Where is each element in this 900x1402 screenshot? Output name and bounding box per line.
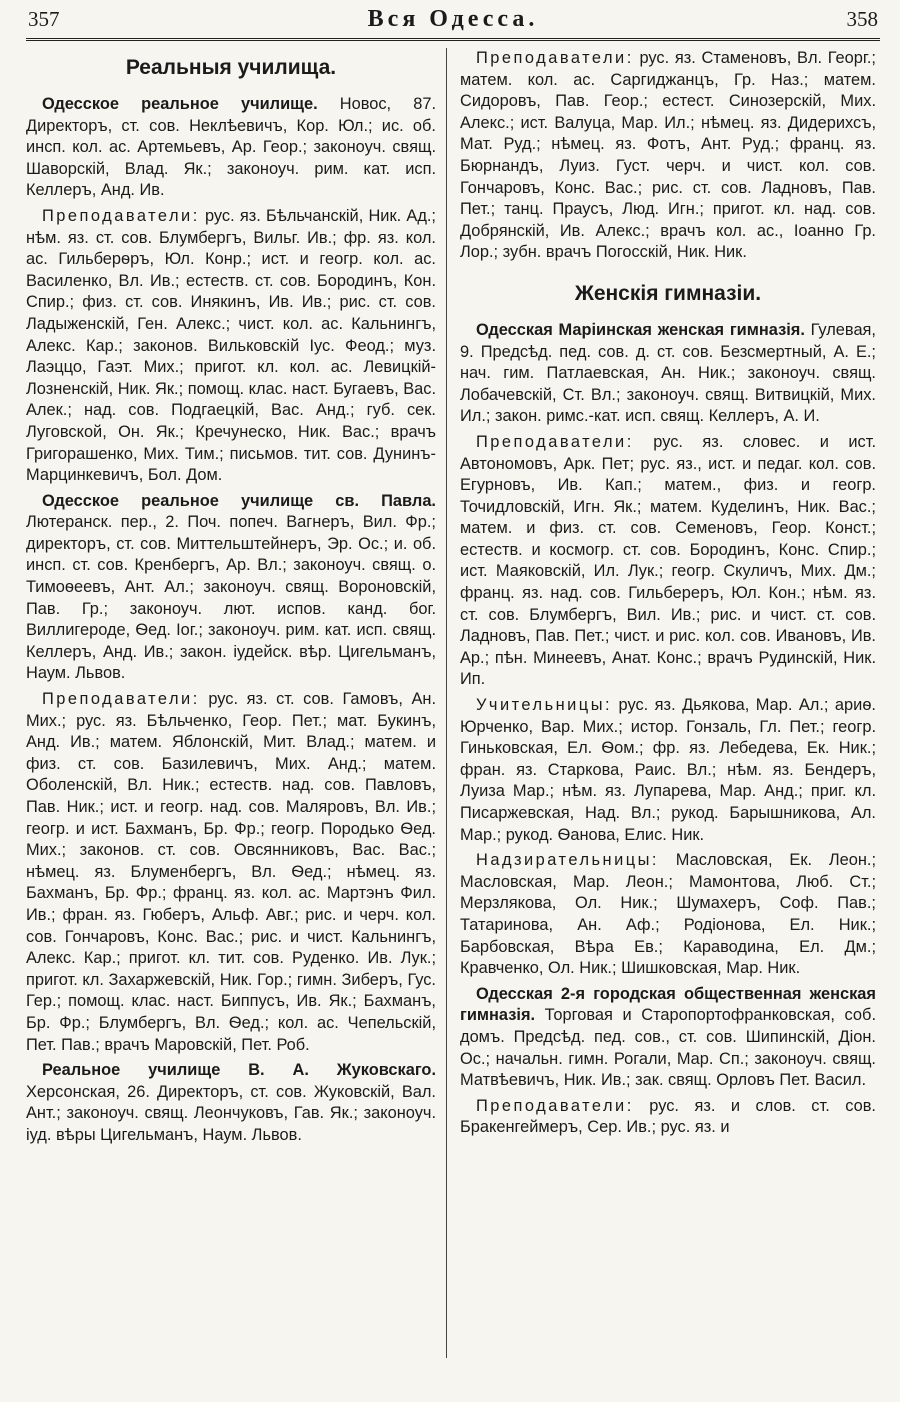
entry-label: Преподаватели:	[476, 1096, 634, 1115]
page-number-right: 358	[846, 6, 878, 31]
section-heading-girls-gymnasiums: Женскія гимназіи.	[574, 281, 762, 305]
entry-second-city-gymnasium	[460, 984, 876, 1092]
entry-text: рус. яз. Стаменовъ, Вл. Георг.; матем. кол. ас. Саргиджанцъ, Гр. Наз.; матем. Сидоровъ, Пав. Геор.; естест. Синозерскій, Мих. Алекс.; ист. Валуца, Мар. Ил.; нѣмец. яз. Дидерихсъ, Мат. Руд.; нѣмец. яз. Фотъ, Ант. Руд.; франц. яз. Бюрнандъ, Луиз. Густ. черч. и чист. кол. сов. Гончаровъ, Конс. Вас.; рис. ст. сов. Ладновъ, Пав. Пет.; танц. Праусъ, Люд. Игн.; пригот. кл. над. сов. Добрянскій, Ив. Алекс.; врачъ кол. ас., Іоанно Гр. Лор.; зубн. врачъ Погосскій, Ник. Ник.	[460, 49, 876, 262]
entry-text: Херсонская, 26. Директоръ, ст. сов. Жуковскій, Вал. Ант.; законоуч. свящ. Леончуковъ, Гав. Як.; законоуч. іуд. вѣры Цигельманъ, Наум. Львов.	[26, 1082, 436, 1144]
entry-title: Реальное училище В. А. Жуковскаго.	[42, 1061, 436, 1080]
left-column	[26, 48, 436, 1151]
entry-label: Преподаватели:	[42, 690, 200, 709]
right-column	[460, 48, 876, 1143]
entry-teachers-list	[26, 689, 436, 1056]
entry-title: Одесское реальное училище.	[42, 95, 318, 113]
entry-text: Масловская, Ек. Леон.; Масловская, Мар. Леон.; Мамонтова, Люб. Ст.; Мерзлякова, Ол. Ник.; Шумахеръ, Соф. Пав.; Татаринова, Ан. Аф.; Родіонова, Ел. Ник.; Барбовская, Вѣра Ев.; Караводина, Ел. Дм.; Кравченко, Ол. Ник.; Шишковская, Мар. Ник.	[460, 851, 876, 978]
page-number-left: 357	[28, 6, 60, 31]
entry-text: рус. яз. Бѣльчанскій, Ник. Ад.; нѣм. яз. ст. сов. Блумбергъ, Вильг. Ив.; фр. яз. кол. ас. Гильберѳръ, Юл. Конр.; ист. и геогр. кол. ас. Василенко, Вл. Ив.; естеств. ст. сов. Бородинъ, Кон. Спир.; физ. ст. сов. Инякинъ, Ив. Ив.; рис. ст. сов. Ладыженскій, Ген. Алекс.; чист. кол. ас. Кальнингъ, Алекс. Кар.; законов. Вильковскій Іус. Феод.; муз. Лаэццо, Гаэт. Мих.; пригот. кл. кол. ас. Левицкій-Лозненскій, Ник. Як.; помощ. клас. наст. Бугаевъ, Вас. Алек.; над. сов. Подгаецкій, Вас. Анд.; губ. сек. Луговской, Он. Як.; Кречунеско, Ник. Вас.; врачъ Григорашенко, Мих. Тим.; письмов. тит. сов. Дунинъ-Марцинкевичъ, Бол. Дом.	[26, 206, 436, 485]
running-title: Вся Одесса.	[367, 5, 539, 32]
entry-supervisors-list	[460, 850, 876, 980]
entry-label: Надзирательницы:	[476, 851, 659, 870]
entry-teachers-list	[460, 1096, 876, 1139]
header-rule	[26, 38, 880, 41]
entry-mariinsky-gymnasium	[460, 320, 876, 428]
entry-female-teachers-list	[460, 695, 876, 846]
entry-odessa-real-school	[26, 94, 436, 202]
entry-label: Учительницы:	[476, 696, 613, 715]
entry-teachers-list	[460, 432, 876, 691]
entry-text: Новос, 87. Директоръ, ст. сов. Неклѣевичъ, Кор. Юл.; ис. об. инсп. кол. ас. Артемьевъ, Ар. Геор.; законоуч. свящ. Шаворскій, Влад. Як.; законоуч. рим. кат. исп. Келлеръ, Анд. Ив.	[26, 95, 436, 200]
section-heading-real-schools: Реальныя училища.	[125, 56, 337, 79]
entry-text: рус. яз. и слов. ст. сов. Бракенгеймеръ, Сер. Ив.; рус. яз. и	[460, 1096, 876, 1137]
entry-text: Торговая и Старопортофранковская, соб. домъ. Предсѣд. пед. сов., ст. сов. Шипинскій, Діон. Ос.; начальн. гимн. Рогали, Мар. Сп.; законоуч. свящ. Матвѣевичъ, Ник. Ив.; зак. свящ. Орловъ Пет. Васил.	[460, 1006, 876, 1090]
entry-title: Одесская Маріинская женская гимназія.	[476, 320, 805, 339]
entry-zhukovsky-real-school	[26, 1060, 436, 1146]
entry-label: Преподаватели:	[476, 49, 634, 67]
entry-st-paul-real-school	[26, 491, 436, 685]
entry-text: рус. яз. ст. сов. Гамовъ, Ан. Мих.; рус. яз. Бѣльченко, Геор. Пет.; мат. Букинъ, Анд. Ив.; матем. Яблонскій, Мит. Влад.; матем. и физ. ст. сов. Базилевичъ, Мих. Анд.; матем. Оболенскій, Вл. Ник.; естеств. над. сов. Павловъ, Пав. Ник.; ист. и геогр. над. сов. Маляровъ, Вл. Ив.; геогр. и ист. Бахманъ, Бр. Фр.; геогр. Породько Ѳед. Мих.; законов. ст. сов. Овсянниковъ, Вас. Вас.; нѣмец. яз. Блуменбергъ, Вл. Ѳед.; нѣмец. яз. Бахманъ, Бр. Фр.; франц. яз. кол. ас. Мартэнъ Фил. Ив.; фран. яз. Гюберъ, Альф. Авг.; рис. и черч. кол. сов. Гончаровъ, Конс. Вас.; рис. и чист. Кальнингъ, Алекс. Кар.; пригот. кл. тит. сов. Руденко. Ив. Лук.; пригот. кл. Захаржевскій, Ник. Гор.; гимн. Зиберъ, Гус. Гер.; помощ. клас. наст. Биппусъ, Ив. Як.; Бахманъ, Бр. Фр.; Блумбергъ, Вл. Ѳед.; кол. ас. Чепельскій, Пет. Пав.; врачъ Маровскій, Пет. Роб.	[26, 690, 436, 1054]
entry-text: Гулевая, 9. Предсѣд. пед. сов. д. ст. сов. Безсмертный, А. Е.; нач. гим. Патлаевская, Ан. Ник.; законоуч. свящ. Лобачевскій, Ст. Вл.; законоуч. свящ. Витвицкій, Мих. Ил.; закон. римс.-кат. исп. свящ. Келлеръ, А. И.	[460, 320, 876, 426]
entry-text: рус. яз. Дьякова, Мар. Ал.; ариѳ. Юрченко, Вар. Мих.; истор. Гонзаль, Гл. Пет.; геогр. Гиньковская, Ел. Ѳом.; фр. яз. Лебедева, Ек. Ник.; фран. яз. Старкова, Раис. Вл.; нѣм. яз. Бендеръ, Луиза Мар.; нѣм. яз. Лупарева, Мар. Анд.; приг. кл. Писаржевская, Над. Вл.; рукод. Барышникова, Ал. Мар.; рукод. Ѳанова, Елис. Ник.	[460, 696, 876, 844]
entry-title: Одесская 2-я городская общественная женская гимназія.	[460, 984, 876, 1025]
entry-text: Лютеранск. пер., 2. Поч. попеч. Вагнеръ, Вил. Фр.; директоръ, ст. сов. Миттельштейнеръ, Эр. Ос.; и. об. инсп. ст. сов. Кренбергъ, Ар. Вл.; законоуч. свящ. о. Тимоѳеевъ, Ант. Ал.; законоуч. свящ. Вороновскій, Пав. Гр.; законоуч. лют. испов. канд. бог. Виллигероде, Ѳед. Іог.; законоуч. рим. кат. исп. свящ. Келлеръ, Анд. Ив.; закон. іудейск. вѣр. Цигельманъ, Наум. Львов.	[26, 513, 436, 683]
column-divider	[446, 48, 447, 1358]
running-header	[28, 2, 878, 36]
entry-title: Одесское реальное училище св. Павла.	[42, 491, 436, 510]
entry-teachers-list	[26, 206, 436, 487]
entry-teachers-list	[460, 48, 876, 264]
entry-label: Преподаватели:	[42, 206, 200, 225]
entry-text: рус. яз. словес. и ист. Автономовъ, Арк. Пет; рус. яз., ист. и педаг. кол. сов. Егурновъ, Ив. Кап.; матем., физ. и геогр. Точидловскій, Игн. Як.; матем. Куделинъ, Ник. Вас.; матем. и физ. ст. сов. Семеновъ, Геор. Конст.; естеств. и космогр. ст. сов. Бородинъ, Конс. Спир.; ист. Маяковскій, Ил. Лук.; геогр. Скуличъ, Мих. Дм.; франц. яз. над. сов. Гильбереръ, Юл. Кон.; нѣм. яз. ст. сов. Блумбергъ, Вил. Ив.; рис. и чист. ст. сов. Ладновъ, Пав. Пет.; чист. и рис. кол. сов. Ивановъ, Ив. Ар.; пѣн. Минеевъ, Анат. Конс.; врачъ Рудинскій, Ник. Ип.	[460, 432, 876, 689]
entry-label: Преподаватели:	[476, 432, 634, 451]
